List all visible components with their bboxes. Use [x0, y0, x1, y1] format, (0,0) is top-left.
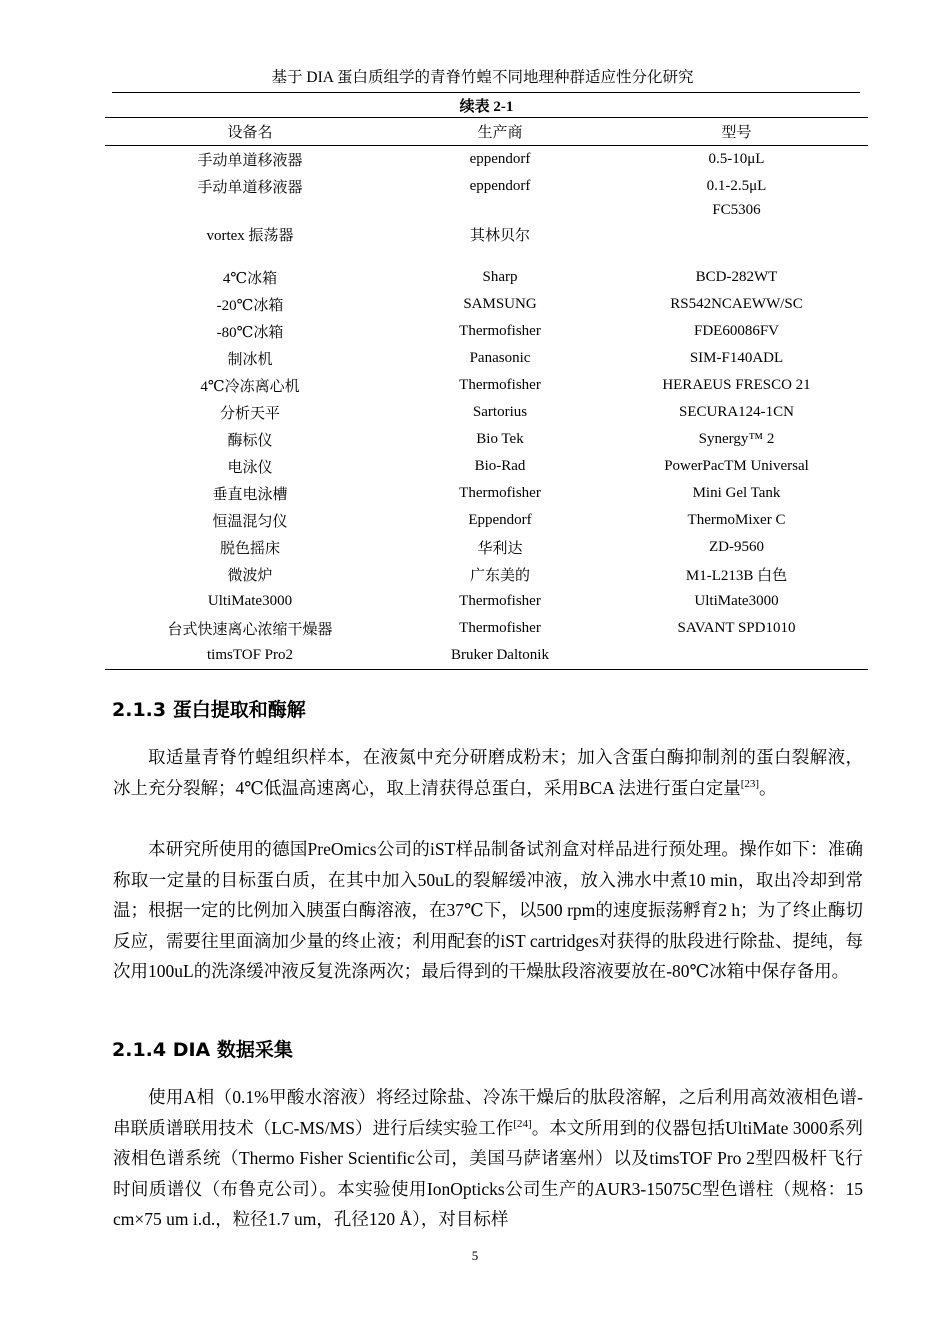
- table-cell: Sartorius: [472, 404, 528, 420]
- running-header: 基于 DIA 蛋白质组学的青脊竹蝗不同地理种群适应性分化研究: [271, 69, 694, 86]
- table-cell: 酶标仪: [227, 433, 273, 449]
- table-cell: SAMSUNG: [463, 296, 537, 312]
- table-cell: Mini Gel Tank: [692, 485, 781, 501]
- table-cell: timsTOF Pro2: [207, 647, 293, 663]
- table-cell: UltiMate3000: [207, 593, 293, 609]
- table-cell: -20℃冰箱: [216, 298, 284, 314]
- table-cell: Bio-Rad: [474, 458, 526, 474]
- table-cell: SAVANT SPD1010: [677, 620, 796, 636]
- table-row: [105, 480, 868, 507]
- table-row: [105, 264, 868, 291]
- table-cell: 台式快速离心浓缩干燥器: [167, 622, 333, 638]
- table-cell: eppendorf: [469, 151, 531, 167]
- table-cell: 分析天平: [219, 406, 280, 422]
- table-cell: Sharp: [482, 269, 518, 285]
- table-body: [105, 146, 868, 669]
- table-cell: 手动单道移液器: [197, 153, 303, 169]
- table-cell: Panasonic: [469, 350, 531, 366]
- table-cell: Thermofisher: [459, 593, 541, 609]
- table-cell: UltiMate3000: [694, 593, 779, 609]
- table-cell: 手动单道移液器: [197, 180, 303, 196]
- table-row: [105, 146, 868, 173]
- table-cell: HERAEUS FRESCO 21: [662, 377, 811, 393]
- table-cell: -80℃冰箱: [216, 325, 284, 341]
- table-cell: vortex 振荡器: [206, 228, 294, 244]
- paragraph-text: 使用A相（0.1%甲酸水溶液）将经过除盐、冷冻干燥后的肽段溶解，之后利用高效液相色谱-串联质谱联用技术（LC-MS/MS）进行后续实验工作: [113, 1087, 863, 1138]
- table-cell: Thermofisher: [459, 485, 541, 501]
- table-cell: 0.5-10μL: [708, 151, 765, 167]
- table-row: [105, 588, 868, 615]
- table-row: [105, 534, 868, 561]
- table-cell: Thermofisher: [459, 377, 541, 393]
- paragraph: [113, 1082, 863, 1235]
- table-cell: 4℃冷冻离心机: [200, 379, 300, 395]
- column-header: 设备名: [227, 125, 273, 141]
- table-row: [105, 318, 868, 345]
- table-row: [105, 173, 868, 200]
- table-cell: SIM-F140ADL: [689, 350, 784, 366]
- table-cell: BCD-282WT: [695, 269, 778, 285]
- table-cell: PowerPacTM Universal: [664, 458, 809, 474]
- column-header: 型号: [721, 125, 752, 141]
- page-number: 5: [471, 1248, 479, 1263]
- table-cell: FDE60086FV: [693, 323, 779, 339]
- table-row: [105, 426, 868, 453]
- table-caption: 续表 2-1: [459, 99, 514, 115]
- table-row: [105, 561, 868, 588]
- table-row: [105, 399, 868, 426]
- table-cell: eppendorf: [469, 178, 531, 194]
- citation-ref: [24]: [513, 1117, 532, 1130]
- column-header: 生产商: [477, 125, 523, 141]
- table-cell: Eppendorf: [468, 512, 532, 528]
- table-cell: 制冰机: [227, 352, 273, 368]
- table-row: [105, 507, 868, 534]
- table-row: [105, 453, 868, 480]
- table-cell: ThermoMixer C: [687, 512, 786, 528]
- table-cell: 微波炉: [227, 568, 273, 584]
- table-row: [105, 200, 868, 264]
- table-cell: RS542NCAEWW/SC: [670, 296, 803, 312]
- table-cell: FC5306: [712, 202, 761, 218]
- table-cell: Thermofisher: [459, 323, 541, 339]
- paragraph: 本研究所使用的德国PreOmics公司的iST样品制备试剂盒对样品进行预处理。操作如下：准确称取一定量的目标蛋白质，在其中加入50uL的裂解缓冲液，放入沸水中煮10 min，取出冷却到常温；根据一定的比例加入胰蛋白酶溶液，在37℃下，以500 rpm的速度振荡孵育2 h；为了终止酶切反应，需要往里面滴加少量的终止液；利用配套的iST cartridges对获得的肽段进行除盐、提纯，每次用100uL的洗涤缓冲液反复洗涤两次；最后得到的干燥肽段溶液要放在-80℃冰箱中保存备用。: [113, 839, 863, 981]
- table-cell: Bruker Daltonik: [451, 647, 549, 663]
- table-cell: 恒温混匀仪: [212, 514, 288, 530]
- table-cell: M1-L213B 白色: [685, 568, 788, 584]
- table-header-row: [105, 118, 868, 146]
- table-cell: SECURA124-1CN: [678, 404, 794, 420]
- table-cell: Bio Tek: [476, 431, 524, 447]
- paragraph: [113, 742, 863, 803]
- table-row: [105, 372, 868, 399]
- table-cell: 垂直电泳槽: [212, 487, 288, 503]
- table-cell: 广东美的: [469, 568, 530, 584]
- paragraph-text: 。: [759, 777, 777, 798]
- table-row: [105, 642, 868, 669]
- table-cell: 4℃冰箱: [222, 271, 278, 287]
- table-row: [105, 615, 868, 642]
- table-cell: 0.1-2.5μL: [706, 178, 767, 194]
- header-rule: [112, 92, 860, 93]
- section-heading: 2.1.4 DIA 数据采集: [112, 1039, 293, 1061]
- table-cell: Synergy™ 2: [698, 431, 775, 447]
- paragraph-text: 。本文所用到的仪器包括UltiMate 3000系列液相色谱系统（Thermo Fisher Scientific公司，美国马萨诸塞州）以及timsTOF Pro 2型四极杆飞行时间质谱仪（布鲁克公司）。本实验使用IonOpticks公司生产的AUR3-15075C型色谱柱（规格：15 cm×75 um i.d.，粒径1.7 um，孔径120 Å），对目标样: [113, 1117, 863, 1229]
- paragraph-text: 取适量青脊竹蝗组织样本，在液氮中充分研磨成粉末；加入含蛋白酶抑制剂的蛋白裂解液，冰上充分裂解；4℃低温高速离心，取上清获得总蛋白，采用BCA 法进行蛋白定量: [113, 747, 863, 798]
- table-cell: 华利达: [477, 541, 523, 557]
- section-heading: 2.1.3 蛋白提取和酶解: [112, 699, 306, 721]
- table-cell: 其林贝尔: [469, 228, 530, 244]
- table-cell: 电泳仪: [227, 460, 273, 476]
- table-cell: Thermofisher: [459, 620, 541, 636]
- citation-ref: [23]: [740, 777, 760, 790]
- table-cell: 脱色摇床: [219, 541, 280, 557]
- table-row: [105, 291, 868, 318]
- table-row: [105, 345, 868, 372]
- equipment-table: [105, 117, 868, 670]
- table-cell: ZD-9560: [709, 539, 764, 555]
